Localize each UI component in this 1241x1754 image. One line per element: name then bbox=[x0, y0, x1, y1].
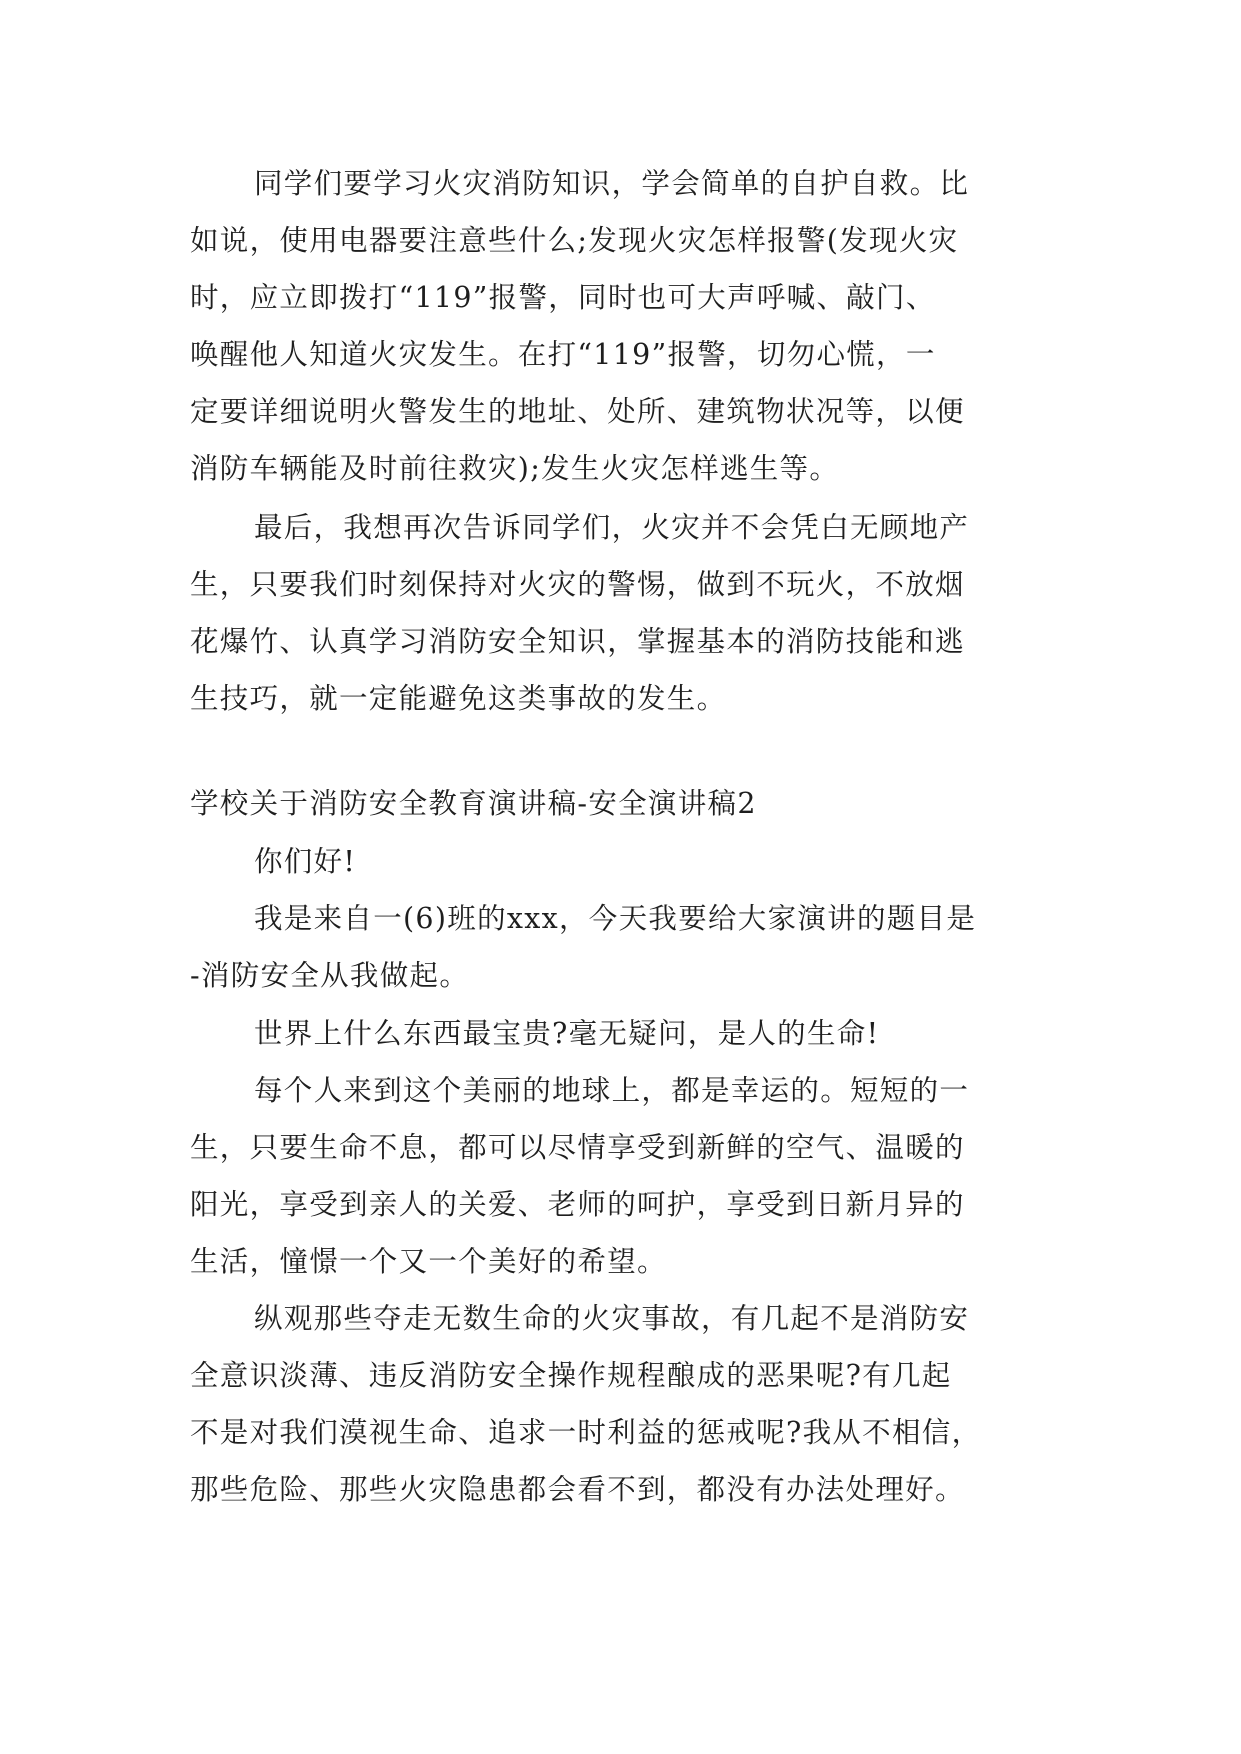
text-line: 花爆竹、认真学习消防安全知识，掌握基本的消防技能和逃 bbox=[190, 625, 965, 658]
speech-title: 学校关于消防安全教育演讲稿-安全演讲稿2 bbox=[190, 787, 757, 820]
text-line: 生活，憧憬一个又一个美好的希望。 bbox=[190, 1245, 667, 1278]
text-line: 阳光，享受到亲人的关爱、老师的呵护，享受到日新月异的 bbox=[190, 1188, 965, 1221]
text-line: 唤醒他人知道火灾发生。在打“119”报警，切勿心慌，一 bbox=[190, 338, 936, 371]
text-line: 不是对我们漠视生命、追求一时利益的惩戒呢?我从不相信， bbox=[190, 1416, 982, 1449]
text-line: 消防车辆能及时前往救灾);发生火灾怎样逃生等。 bbox=[190, 452, 840, 485]
text-line: 每个人来到这个美丽的地球上，都是幸运的。短短的一 bbox=[254, 1074, 970, 1107]
text-line: 时，应立即拨打“119”报警，同时也可大声呼喊、敲门、 bbox=[190, 281, 936, 314]
text-line: 纵观那些夺走无数生命的火灾事故，有几起不是消防安 bbox=[254, 1302, 970, 1335]
text-line: 你们好! bbox=[254, 845, 357, 878]
text-line: 生，只要我们时刻保持对火灾的警惕，做到不玩火，不放烟 bbox=[190, 568, 965, 601]
text-line: -消防安全从我做起。 bbox=[190, 959, 470, 992]
text-line: 我是来自一(6)班的xxx，今天我要给大家演讲的题目是 bbox=[254, 902, 977, 935]
text-line: 生技巧，就一定能避免这类事故的发生。 bbox=[190, 682, 727, 715]
text-line: 如说，使用电器要注意些什么;发现火灾怎样报警(发现火灾 bbox=[190, 224, 959, 257]
text-line: 同学们要学习火灾消防知识，学会简单的自护自救。比 bbox=[254, 167, 970, 200]
text-line: 世界上什么东西最宝贵?毫无疑问，是人的生命! bbox=[254, 1017, 880, 1050]
text-line: 生，只要生命不息，都可以尽情享受到新鲜的空气、温暖的 bbox=[190, 1131, 965, 1164]
text-line: 那些危险、那些火灾隐患都会看不到，都没有办法处理好。 bbox=[190, 1473, 965, 1506]
text-line: 最后，我想再次告诉同学们，火灾并不会凭白无顾地产 bbox=[254, 511, 970, 544]
text-line: 定要详细说明火警发生的地址、处所、建筑物状况等，以便 bbox=[190, 395, 965, 428]
text-line: 全意识淡薄、违反消防安全操作规程酿成的恶果呢?有几起 bbox=[190, 1359, 952, 1392]
